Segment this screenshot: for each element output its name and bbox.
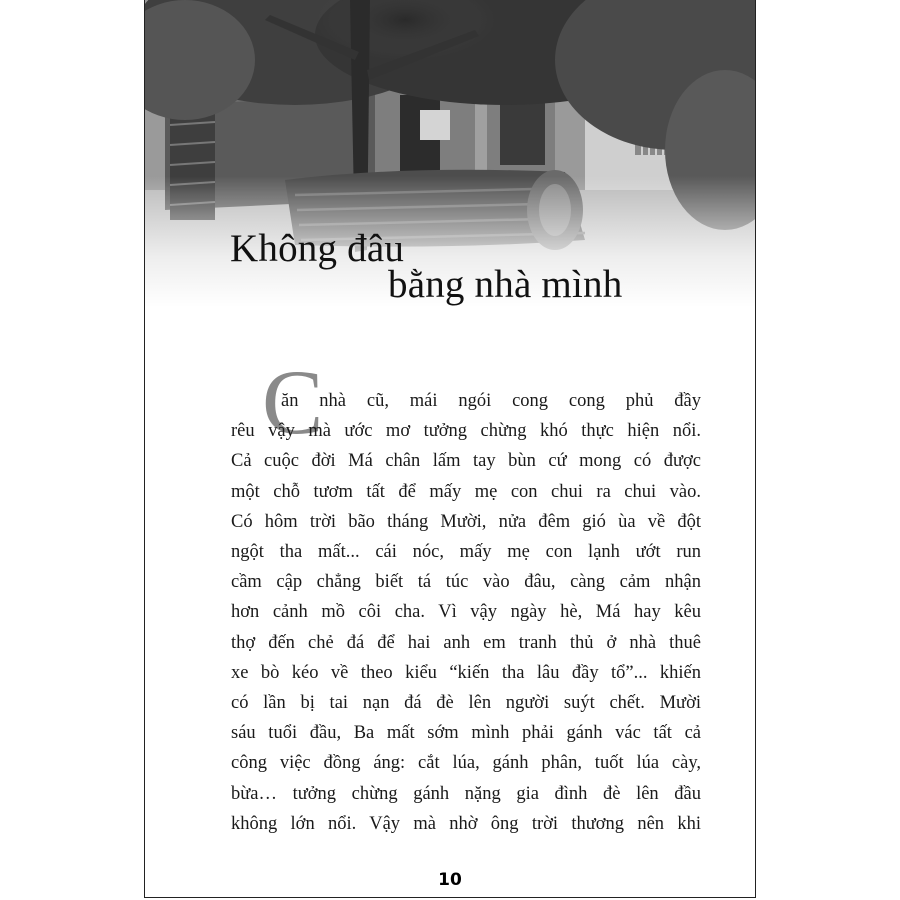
- text-line: cầm cập chẳng biết tá túc vào đâu, càng cảm nhận: [231, 572, 701, 593]
- chapter-title-line-1: Không đâu: [230, 227, 405, 270]
- drop-cap: C: [262, 351, 324, 453]
- text-line: ăn nhà cũ, mái ngói cong cong phủ đầy: [281, 391, 701, 411]
- text-line: hơn cảnh mồ côi cha. Vì vậy ngày hè, Má hay kêu: [231, 602, 701, 623]
- text-line: ngột tha mất... cái nóc, mấy mẹ con lạnh ướt run: [231, 542, 701, 563]
- chapter-title-line-2: bằng nhà mình: [388, 263, 623, 306]
- text-line: có lần bị tai nạn đá đè lên người suýt chết. Mười: [231, 693, 701, 714]
- text-line: sáu tuổi đầu, Ba mất sớm mình phải gánh vác tất cả: [231, 723, 701, 744]
- text-line: công việc đồng áng: cắt lúa, gánh phân, tuốt lúa cày,: [231, 753, 701, 774]
- text-line: xe bò kéo về theo kiểu “kiến tha lâu đầy tổ”... khiến: [231, 662, 701, 683]
- book-page: [144, 0, 756, 898]
- text-line: không lớn nổi. Vậy mà nhờ ông trời thương nên khi: [231, 813, 701, 834]
- page-number: 10: [438, 870, 462, 890]
- text-line: Có hôm trời bão tháng Mười, nửa đêm gió ùa về đột: [231, 511, 701, 532]
- text-line: một chỗ tươm tất để mấy mẹ con chui ra chui vào.: [231, 481, 701, 502]
- text-line: rêu vậy mà ước mơ tưởng chừng khó thực hiện nổi.: [231, 421, 701, 442]
- text-line: bừa… tưởng chừng gánh nặng gia đình đè lên đầu: [231, 783, 701, 804]
- chapter-body-text: [231, 386, 701, 839]
- text-line: Cả cuộc đời Má chân lấm tay bùn cứ mong có được: [231, 451, 701, 472]
- text-line: thợ đến chẻ đá để hai anh em tranh thủ ở nhà thuê: [231, 632, 701, 653]
